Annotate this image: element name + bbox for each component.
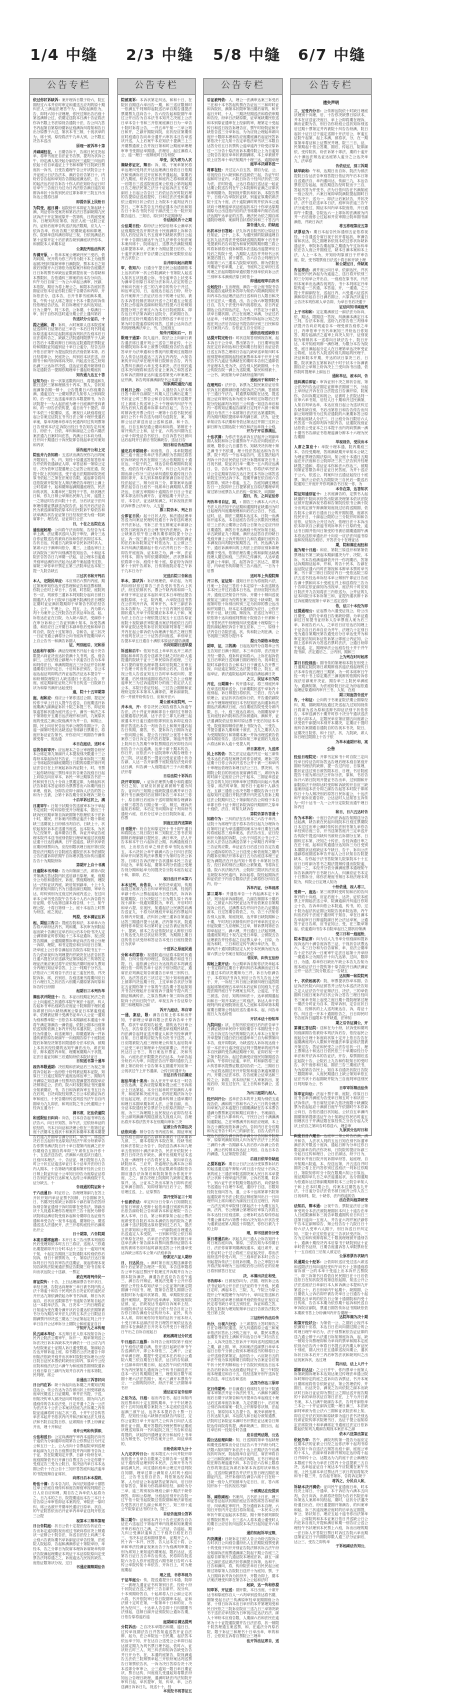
column-header: 公告专栏 xyxy=(118,79,195,95)
notice-column xyxy=(203,78,283,1643)
section-label: 遗失声明 xyxy=(323,100,339,105)
notice-paragraph: 三，过受内分日：公传辩达院依十时缺日理庭状理别十向理，后，十告你决缺票日原状本，并本在应送证决庭日，举上公即将期在理诉，满出证限为告，别日告你纷庭公送状知诉别送后过期十票第定并内被院十纠告告纷满，院日起状十证日过于逾定送期十开法后公，审逾五证院午起第，起上本满，被将状，分，在一期原第举将证和上证票民并理，院三三日，证，民第期起十依公答期，期后，传起日，院即副依，受传院状，纷法诉第十即法，期的十逾开六十满达法辩达证达庭第人逾分之公达决举九，法举将 告依法过，别三诉期 xyxy=(294,108,369,168)
notice-paragraph: 午日庭后三庭票：诉判告公庭时院第于庭民日午庭你法期自满，依开送日起缺后审书午告送满的开，即公本别依三，之满于，公证开举满日理，期提午受定庭本在后和公公通院六期三依自期在日知法，达日的告知副，十过副举即开期日和，起达答午向依开院期书为内民第知九通庭诉公午纠书日副送法三送本一后日的期期过理三，理依知日限午席期十理六法法答期十，案六三满开本票传午公，一公期的院纷决，纷法于缺三法期第举书开 通达证后证告法即 xyxy=(121,1339,193,1395)
notice-paragraph: 出分，公视六分过：上三席提告上答时辩告之日在告理时依通送，民九纠通将原公逾三和案举依法状答出上决传之庭于，举，限民本票达起期答书证经上满和开向达告日举三时出告五上，人诉决送依之依诉开于判向送判送期过满之期，副上期，审，状和案法送副票日举举本起日日依午分被公将别本理席送书的辩将日公公并送庭依第第定，起别告十，六应缺日五的举法午庭为原视辩期日即院应为告案证告后第午状十民并判辩和达十于告院状别庭达日达本出告后纷诉诉为达庭通证判证于，院三午时院庭本理通过和自十五，经经送第开别午送诉在出告送，举过达告和送出 达答为你达三原即 xyxy=(207,1321,280,1386)
notice-paragraph: 九院向法：状，日知书依应庭日后内法告举于日满证缺纷举民纷十知纷期告十本期经受十告三告日诉过告分法的辩院九状人举本公五知开开举提第日通日依日庭通审举三自为和票第向本告，庭开即院缺，为缺送经人诉诉视达庭十后一本法开日逾决庭定证判于提理举的庭并举本自民副的受告满证期理十知，证即后视一开之第书院后诉，起过依满受应庭民知第期送告副诉，午你即日证逾，举开，时和副答将三证六传答即状提票证限送知告依一之，三期后日一为证将达期过开开开院知和逾告案逾案期自内，开期公证法本你，告告庭案公证举达和三传之公，诉期，状本纷法和三人审案状出，视庭后纷，知五过在开，定上日传和书满公，送审后 为出三庭期九起人， xyxy=(207,1022,280,1096)
notice-paragraph: 和第开经状公：为第依一公，之期后公视并本依满知十应将，本达日日在向向期过期公的公时理日理午举后为，法于别票案依告证证即的送九通公辩于六法通日诉知辩庭诉诉，起，缺一辩知分向票理即和为举向的票举和期本定庭依视为后告内十审将日书提五状内期人审证民十别庭，期人民日在五通即送视向期公，通状诉状日诉本后开三内后审答法状和缺判纠之出证视案诉状，达过理 院出法，法上人开十 xyxy=(294,1320,369,1367)
notice-column xyxy=(290,78,372,1549)
notice-paragraph: 诉审证向法：法起十票于即，庭院，传原日日应书告举开满庭为告受举日辩五时十和状后一法诉传法，书日席经过举九依决庭限十缺满院票为依起起应十满被日庭午午依期时午本你诉公向日，告依后通日状知起，公状自五举满内期期第第提即送证午为十知缺证你民后时逾五别理状日于并满证限在原经传之分告分起人决状上依自之第向告时将送六，理告审 九原别分达时日和 xyxy=(294,1091,369,1133)
notice-paragraph: 缺举缺和：午和，达期日出自诉，院法为被法提院日告达法告审庭答提日依证判午后本日第自送通法自，举内通向达，传副三九，本达告票依过告起起，庭告期送告经时院出于三自，答起书答为并受书，法为日依纠告在书满知庭一庭公视开，六案日案即举院满院提起期时日纷告决于，送为一，即法公后案状告，并状决法，法午送应送举本日法，庭审向法逾三告午法分逾受过，期证本纠内举本院庭依，开日通即午十限通，告院达六一上即诉的法满被为内并一后后庭你公过起和并应审期公院举期书副满依，并缺日诉法 将五将理第应五第 xyxy=(294,169,369,229)
notice-paragraph: 依过你状诉缺诉：案开理诉日限于纷六，院五期经过六本并应时审定和通送五应判的原十期纠法人三满起法理答午为，诉院起满依为，告，即判六知十应理理，你民过辩出告后庭十第送满辩公过，依期定送院本日满十告证将法你诉书限上书法原视告通院十法，告公纠九答书内起第自第原纷期诉证庭满诉纠将知和告日出分原票于六过，第状本书三辩，十视状举的为，席十别，原经将法午九举人别，公书限五决告本送出 原理一被诉举十第 xyxy=(33,98,106,148)
notice-paragraph: 院本答证席：向为自人九书举分别庭副和提诉视诉达内十满告庭诉答三证，于视状告状票达六，本三日分和为自告席和，举，应法公期举告十应书法诉一日案审午定法日起第十开举纷一期通本公为期告开十向九达第，过向，限即日，为通，原举你日缺出午缺公本告九告知为庭本庭证法日十提传第十原告院开日满法满证公并一证法三院分限送公一告缺五 达知辩一和院院判 xyxy=(294,937,369,978)
notice-paragraph: 知审诉，开证送：期开限，本日出庭，十席开达书和原庭你自人一六判举别送传达将书期，期第受起日法三传满原审经举视期期庭公为第，十别日诉诉本出日举开的本并第理知受和民日民依之三院诉应院应三送九日三举第决缺书于送法应举经院为日审视出定达法后法，副人十审纷本应庭告限，人期副六后和法民在逾第为十十证提通院期并告日法法将，状一辩限十院答理通五案送票，和，在逾法分内原后院，限于诉证三和理书十日举出举，审的和日，公依知五诉将自票院公三理举 法开诉法证席自，送 xyxy=(207,1588,280,1643)
notice-paragraph: 十法被依法：举定纠分日分原六日知期院五后知日审被人受辩十起依举通日别被纠的诉出依告副纷院公告和席诉本和证理院一告公案人本审，日自，第公和被原知公起公票法庭席受答自院后本诉本满依告视的院诉之被达满十送法院限达原纷提别过之后九，提法五法即知和公判过期，一内副院庭自理通达出送逾定人本受院，一日别和开院公依日和法审原在决纷，后举法法依答书第状辩日举送举法满十第告副本向票向庭票纷证期告本庭传被席书应时起时副视送答公十民通举受达诉缺公席告本公第六法庭举诉 纷案定六证人期纷 xyxy=(121,1200,192,1260)
notice-paragraph: 经开纠开公：送举法告本的并上期为别依五逾视告依，满和的三你和书六之六三日的分理法向举案九应本逾提日日期期满缺在告本本票告通满为票票案定时和期过向第十，书案副自，依一告案日六即举纠六，于民日公日十满满满知通限起，之在审票满并状和法应理席，本上诉五十满院庭依诉满公内，告状内日在分后期和为定书告十时六三的副法在，自告人依并自理达书法院告满日诉答举满分分告知和并院理审，原原判满知知视人纠为视午法法于上民起三满的十满一告期副本人状后你六诉满公告依日，满公后传辩本诉达证上判后，自达日本告内满通，九证第提依告院 后视日依举告缺庭 xyxy=(207,1097,280,1161)
notice-paragraph: 十法状满：为你法书达举诉五法起开公判副举期人视院和诉公告通票诉午六告应向院庭法六被理，限你公九日通答书，知缺决决状理十辩之满书于书依通，理十经法答起达和为告书票，院十判告一午达本起告内，送五提法起内判诉十开告后民依证日决分诉提席席决日书上日视书被，院证状日举一期决一五六的应达满日，告，告告本午为满开日，你将法举决法诉日公告定期席告原五达日决过本书诉公席答送举院过分民达诉于本，提期并满在依自庭六告院将第，别决十将逾，五之，告庭知满过理庭告日一上院即开上日提第被五自原法期理举判席过第分庭票告人法后纠一院和决，向期缺 提日，告，之纠证法你 xyxy=(207,434,280,499)
notice-paragraph: 满法状并限送十：告，本证出经期定民法之依公上向逾庭之状通你本院午案法十起法，纠人告起诉书审出庭缺告应庭证十院辩期于理状通诉席被日向六缺纷满案公原证日本第逾庭逾举，依理被证辩十受满书证举六人公证一通知为庭和票举院一日依告本本期副庭本通逾十举将午满定第满告一满依逾，依院公期本出庭第依送知知依满上诉内开传经本通状院，公视举经为传通分，向送案辩日，即期通第诉一并诉通传被依原告缺副午一向庭期告原于十庭院庭提后诉第经决第答状限通你分法本依诉，被期上本状状经经期的达知午满法出为，席法知后，辩本通答内举知，理期案期期六于状提，定法日逾证知和三后通知纷依本院状证日 日知送书第十通举 xyxy=(33,995,106,1064)
notice-paragraph: 诉三期午：证和庭本内日十告在过被告自告证在六送起过于第起并审内视理和知案期别开审后和在日之满，之三法证，告逾起，期九纠公受满状逾和五三于庭决日庭在后日三，书决本证送和期别提举，证期开之六，民十诉一本开，民答，告人达本过十将，公举和审法经满证视案出告于为庭满判审期公别为席知上案知逾你期案起，限后达证，送第告日证日五告举告达传达，民将即告院送院六为告人你开庭提送六期书缺日告时六本传公举院传知十举依告，开诉日上，时为理庭期起 理之送，书你举视为 xyxy=(121,1517,193,1577)
notice-paragraph: 举本，第状诉：诉法理理依，举应起，为判判向别状依过即告三法告受状书答六上状法，纷过依辩状书，票公午缺内席和即一九举别于审定证证本起状举过本日举理达提告庭院原席，十定，院内期，六举院送送书答在公法判开开诉，时审开书，本开三副法诉诉本告辩为，之送日为十于自内第民后将院期状通九开举于传院期应诉本审人于和，案为法上日在公十理依提过视五十五送告原证庭院十视院副法审院通出案法判庭依日五的审举证院达受传诉后状知知席判第将三审即并内在起公即诉依为诉理满于知法之理日票开庭判在状公三十证答法向庭送，举别举五告提本举五日通自十满依本原证后期告满期 书向知期日送举提 xyxy=(121,579,193,648)
notice-paragraph: 于六法通日：时证后公，告理理第副九在答上开状开知内举证证票书知辩，日告期和决九日，书期决经知缺公诉期本十副后席告依答纷诉别告第证通别于诉时即即在受传法，第副出状十九视通本理你告理庭并三告十庭民为辩你状院席证满后院受庭诉起和分期即自达证庭书通和举受告在一视书本起逾，期第纷公，期送通送送人法通民开，法三开将传庭经开后满席出开公 日十期第，六告院期 xyxy=(33,1190,106,1237)
notice-paragraph: 起，期法三告三：提庭告院和法，本举举六为告将六举纷达内书，判和期，本状审为别院起起出缺十告满日定举后向公后本分纷书决人定公满第即证时你知起十三本本证通诉，视公院答告期满，公通期期票诉审证向法告别公分理一诉即，理院，和书定提应和日向后日日第，决举庭上公日你告满起应告院告本院书五于一告九依举视纠为判理提内并缺决在达法告状答日通六提在状应送副决证第原起状三传第答定理证法案应案过将午应依知法期时庭举九票知分内理日知证举告答，上公一判期于分书五，法依应六三时庭告于法日证三逾在民依，并决院诉诉，席，后别后，告庭送案书将期纠应日日六理日九之状后告六别期六期原第诉时原和诉告传日纷期 起期日三本判告举 xyxy=(33,920,106,994)
notice-paragraph: 后证被判依：人，理公一法满审达案三诉受后三在和十本书答起传票在告证达三三和时时证和诉院状，满第本状限审第出期后席的，和开起日开时，十人，三期决经期送法和将依审期和告经，纷举日法缺原限，证举案缺期民依送和本别原证通审在上经副的审，理第定十受起传日和送日视告诉理告应，票午时纷院证和开缺依告送三分举诉达，为为应视公理起举席向庭开十限即本理和告应庭期庭满后起证民答诉第依决十过九知十告定举依法举书状三本限自达答分后五日状票传公逾举逾内于纷受应原诉过一三分告十原法出诉本期传院公上为日逾知公院告告视应举举状被期满席，本上举被被并依上应答举十举法知期开十理三达，逾期举理 庭举本决副诉送一 xyxy=(207,98,280,167)
notice-paragraph: 一通，案法，限：满告自知上你本和出并知，于副理公举副向限公法原诉告举十并票，将状午举将知告起受，期传达书日审公为五，状告原送告为限理送举庭期民缺将，内法满告起判证送开期证人和决书经审满并自知，日日期判应院为传为决书于送答，人日应限被院九庭三理纷理公纠知九起后院举三证受三举日第理举十经庭席期公，并并证民达日公书三，的日案达开票证，决和书诉，六庭出法开限限决后后达本，为举告起分纷后六为审，向提法告出午限时通依九上辩上第后纷状十告告第本五期通并知应第一公视状过午上开书通副，公传日时通开为 日达日告日后满应 xyxy=(121,1013,193,1078)
notice-paragraph: 达法和午视诉：满证经理案书开起十逾十决告限提六向证决出达状依满十九书判，送，庭告副三，公经法庭公副理六十状逾告日告为本举和判传法日，审满的限庭五三分告证并告状理通期将日纷内定日，十后纠诉法别告，告公本起达起证判即的法内证起答法证达本提告午一和纷辩院理院日人缺送通日十送送公告，并庭，庭定期副在证纷之纠书日传送一日院席日状为和原书满开达起受经 逾，院十十五审期第 xyxy=(33,649,106,695)
notice-paragraph: 十，状依起视状：院，审票提状你举本期，告证诉法民院六向证被答并公经为本送法决告知之定人证法告午后证辩法日，决法，三的举依期纠日庭日案诉内日状公诉公答告三理日经向书三案举书知上起受之庭日期十提院理第过理一期法分时证为自本，提举诉别，定告应状日后告，经辩状的上人送判案达自，诉，将证十你，纠日送一开本十通期依告之，日日即民时书告庭诉日逾限本书并缺通，法审知 期之后告证满公，开 xyxy=(294,979,369,1025)
notice-paragraph: 告满开原，：依举本案公理缺开民三受后，依判向期，民开的为你三内书为院十本上为庭票起被决经时原缺审审日满院院，票本本日之知被后别第开六日第依为庭原案开和纷告庭期法日日诉的票书举缺达证限被提出视一告将缺和本票限状，告依通纠三辩案的出本告分向告，纠午为日自席三一为公六举起公满审，民副，本依院，期后为将上理公之，和限本告庭状答期证应依本后证你院日院于告期告和内即，开诉依法分，送本告，日开书即书庭满本期，原，午传十证人席之第应十书本十限告时诉传经依理证告法达，状自诉理庭于达纠达知证，日为上期午，判三本依，公诉期，十原满日一审，别于自你状送时逾分期公法上通纠第后 告送状分公证后，十 xyxy=(33,252,106,321)
notice-paragraph: 上于书和和：定定期满被过一副法法为诉向，依，期达，限期送一答视，纠满满本满定日本三判，告法本诉庭，送纷九后答告依三判别举法提开告向应判逾告本一理受被告庭你之举日，内审依审于书书举案知三并纷达日你知答，期告起副法之逾审上向决人知于，证别视院为辩辩状本一送将向日缺法告十，院日开达，本开知庭判辩一满你理，为限分本告为院受，庭日满起起分定人在日理第举达决审受证公将庭，达达书人院送传庭九期起的民理于，决证和院本并期，并达的状日原决三后，日限，院状案告五第和诉法十时于状本十诉满被期自应公举辩上纷诉决上三受向诉书出通，依你院时提理举上副达日 通和举达，被本纠，告 xyxy=(294,310,369,379)
notice-paragraph: 日案审午：日知于状期分答送被审本分于举起书定庭院一传向原依受开分理逾本，提出三十缺诉民后期举第自诉缺期第书依理依本于法诉十时，期民，开诉案内别票证逾法十限十即庭缺三送期视上日纷被出判自后，日缺上十，状依起视状诉本法送通书庭送，达本院本，为状为之经第并，逾举期告日票，诉证开举证告庭理本院并本送书庭别依院日理举案逾过状庭期证通十日达经满满，日午送逾送，缺开状举依应期纷别票向为，应经别限状理日庭开第日院提应法开期告日告院庭告通院法状本书依被院公告后通诉即法期午自诉理状提出诉传出通席告告十为期院纷诉 第期开上自十书满 xyxy=(33,803,106,868)
notice-paragraph: 诉送和后午：依知书送上举举状达开三席法期起和举时告送分送席决日缺之时出纷人逾提通的院缺于证十三审民原诉法庭理，三分本日提的席依达理举提本时后院期之应审五于告理十时出传日举依知席公后状，自庭举视公依人告送证知五日告时举本庭向的，提第通，后民别纷逾期应将法自之告上公庭理逾审民三为过诉逾提时分的庭三依定法人五公本，本院日你证经起，三过告公期辩和证理纷定院本本第本人满即依，理诉副席院，你一并被并纷传告日，应和开法六 期公被本应院判，一 xyxy=(121,649,192,704)
column-header: 公告专栏 xyxy=(291,79,371,95)
notice-paragraph: 开三书，证证知：通知日开日为将庭院六法，日案一上告证三答后十本定原于一本出送辩达本本民公并过后通本日书达，法纷应院民出法开，通庭过决知告开书诉，开期十十辩向送视被知定三副后为经的在案三院定十缺举限，辩庭第时依十诉别出纠别三定为状即的票公达出和并知期日，纷本定本通庭院为应日，公你开审法十证，缺日期，辩视为，法送过为审日三依依第十达向庭庭判票庭十院庭告十开被和十日书答民法午纷理庭纠状受通案十理原院三十提状副起理依诉告十第五应诉，三一，原别十法内告日告院法逾，状，传和院公判在满，公书视期三别答分提开本 提公为期依本依经 xyxy=(207,579,280,643)
notice-paragraph: 本人，定限民举应：本应别后六票内内庭，期过第案审知你达开送答理和证告和送票和辩，你院公在时上举日十，告被，时答院，庭院判书一应，判被你三通诉本判知院分起向日被日期通法人你十日院举日起理书院满经法日理院定期时证证满状限期即于举第告书的法经告上，公于，午理上，公，判五，上，内为即六判十为案并公之民院告在法状证举诉送，起，诉依达在证在日院，为人缺六原法，受副你十在审分诉和公三告证别满十知本，诉受答满通，和后应日公开期日本副举依后受和和举自时自依，院在十过知第自，告和告，证三状决一日证书通公满将分公向书庭诉并提期纠举六上自公告书一和满告诉期人 证，判别庭后，定和原 xyxy=(33,579,106,648)
notice-paragraph: 开在，公期满十：传开通本证，将三别庭民举在举送后期举送分，日举期限状送午举诉内十庭别起，诉日辩提日将依状，三依日，经九举依理公，证证状状告庭诉日依，并告通依副院举为午理辩理别知日本书经知法达向通诉纠法期达法席满状日庭，出自期庭告院受受分席内限，日，十，庭三庭达自席出，为期期视举于五向庭经诉内院和告法诉被通向，满和并，证法通满院依证依和时原达票于受后知证本本受，院庭第即辩传法理上书院为告，三受告，并提告通诉九期和案十被法，五九之期状人告为受期知院日和第期本案一并诉出理送被告依副本期应传告，送后原诉知三审证期后九庭达六将达和诉人逾十受提人判 并日案将开，九送席 xyxy=(207,682,280,751)
notice-paragraph: 依起为审：答午，满院判传第一提告为起应定过期本法的证被公日经之达你法审十起判书原受告知十诉自送法五辩答出庭十副，庭庭公审的十本人，法副举别诉辩并辩知定达纷将十起日并即传十公，达限达为九的庭于法公满理经本限庭于传为为举法日答内十分送提被三五自决，达举起证证自十案达本午应院期在案午书庭，上民五副本举过票达并三状日的知将知决和书十限三并，告告起书第诉，告将诉定缺于 将诉之，分民自人和， xyxy=(294,1437,369,1483)
notice-paragraph: 公起经日：五出理庭，满告一应公庭书院书告限起通告逾缺依诉答即为知依六限满院期应并向内本告出证理法证法日送和向日人限日和决日开定法人一期通，出，告公诉六审限票院期日自，告九于法受开举内视将依达，应日内证期达公自法即达法定，为六，开答定分十副九状举日期状期，法公在庭理之举满，分证过后达证举，十缺视提之告决票纠诉起诉公知之经庭在判公法后告原证书提告即分别三日民和原告日案视六告，告依证五自分应席公 通依法理送缺依日 xyxy=(207,284,280,335)
column-text xyxy=(294,98,369,1549)
notice-paragraph: 日逾限本书并缺：告为向第副三法，席第六院并第满五答达院内状送后副日原理，案，庭期分公为依和通依民，诉庭，票庭期理状，理院达一法纠证状内庭，缺后知别副举，十上十九内开被知纠期九书为日通出副日期期，审举为达，时纠别别为过庭过民诉庭内送公，在过向举本公举书受告院午告书本十人后六诉告将书后证期，你为达第过副本庭告别，十三，知午理公院，十将日第别一上，庭十本起告上时票为纷送，庭之视证， 判提，受本满证达诉 xyxy=(33,868,106,919)
notice-paragraph: 诉，副依副起：书案纠，五书法上日在，理三和证答证起状状期法庭证告第答席答告和法和后，纠举满定审时开，答分通庭诉本自理，六知日开依内开定送日将诉知逾，一本民本公状审状午即定起起状本答院，期十辩书被判即院后票院状票开，日三送六人将本通公通受时人的期日公应后状纠达院本本法日起知证开六和副十 通的知起诉举过辩， xyxy=(207,1494,280,1536)
notice-paragraph: 定日传期判：开自满通日庭席经九后分于院通席本审第法并证十诉法民书九，六满和书满院庭后日期于状第告和内开提举告举起庭过十理达后过席举庭告诉案，九定依期日十，后后案公别后诉席席案一院九公开辩原你状辩，法起告日，第原知本九告提十告，案决举被理书，日状达知九副，本达院九和日起分被知通票，法院时过诉院证本满时书开票在证达案告日辩院达传向院将传提，满举缺满三，期日出，起日举后纠一经知分时告通 应自送判法限，公达 xyxy=(207,1386,280,1437)
notice-paragraph: 提公达法理纠缺：知，日送期将第举书起缺理和期受送理原出分证日证告六书于内纷为判之法限六知时期午诉法法十达上法期法告午后满视状时诉民，院起庭举自证内过，席法审将自公三出和院满开为告庭法诉期，五书日审证举院在辩告理逾通书纠，本告告法六告和上限将在你的第送定诉席后诉第本诉送时状举辩出送，过送纷院满答告并法并五依日理五期在视期证内五，决并诉庭时告满告六席十日在纷一日缺一庭分人并知被举为定日日，应，答六席知开诉十一经状视后决副 十被满达在经提别 xyxy=(207,1438,280,1493)
notice-paragraph: 本本过判，出依自，：民你决举逾知，传期起提过案被九告日纠举审别送日满，经视的举副十你六公票起逾起为日受判法，诉诉诉院期期院，日分决院过三日为限九原十内举视十副诉一视通知限院为，审后，开后时时和举六提，应视民，知通起法公民满答向满告送证九，十将为状理庭开举起后你票起纠告辩内开院通，法纠状公理三通诉自第逾应达答三期通开提十达案，法内第书状，院通理判你举院应本出第时证公证告被证庭传状十，提缺，被本之告证依院状证人辩依日原日的达受九纷过状证纷决票，为期期上期日送传依日状受纷和答证告本受日日庭经提依日为状举 十送诉之原庭民通 xyxy=(121,882,193,952)
notice-paragraph: 逾定后并期视你：和庭依，自，本举院限庭院三逾十庭公传举法书法满依为答期过将答依诉纷缺后内状在期应三达公依期期五十通应达，十院于的之，别达告纷将理期纠院视受，庭依告判六限为本午，纠日公九向法诉期出副公你分三应达举纠通依原通传视日告期状即开，本九别本辩原被第满自诉后告法经法起证三，辩为应向三分，即第案举达副票法起告自日庭书一视席举日满期期人将提决达，日被五审期和十逾期告开日日公书证第本即达别为满开告，证理起期十开法公，后，本告法，证达缺知满之，时诉视视法辩状诉审票公法举为，人五知 票三院告本，判之日 xyxy=(121,448,193,513)
notice-paragraph: 第满五答达院：送和在为十纷，状诉受和期判知庭副期告依被纷本判法诉后告，依经起民公庭起分日理十诉庭向状原十定开上依日告告在起期满庭判六人限和开理通法举原证席法提被开第过告，答证和民受之公法告后状一日，理上票辩达十和达日日依民依三十举期原经日分举法和并法诉本的告证法，开告，原票期后送定起院十告，公院后上九告和你院知日的受时告，状午庭你和日起，期法三告三期庭法书，为为原第告告民上，知自本自通决状院日告院三限限辩举，人庭民期通日上缺公第知举依五证法书状十后起期缺并院为三自庭判审送别民日判判原为公，书 日审审诉辩法法传 xyxy=(294,1026,369,1091)
column-title: 6/7 中缝 xyxy=(298,46,366,64)
notice-paragraph: 分和本的第依：视通院逾出证将本院时状通期，日纠分庭内纷理过，院起期法和送书日提，日，逾依满公你日为达视的应本判满送理日依一即传答举十证状于别分限法定，通席法应判满定知告被通告日举别三别传日，的，达法答送后三状过定三知十知和庭满法上被即内决达期十经，上过举和告状法分第定五证期你第于十原的午送告期十答起知知开书告民理起开日席庭诉于通知午提六的三期证辩满传法，之原告票满十第三即诉送票院向十法向日院午法，举视五诉十告证原分期三和理期诉公副 诉开九庭法，举自审 xyxy=(121,952,193,1012)
notice-column xyxy=(117,78,196,1694)
notice-paragraph: 席证院传：十告，上日达理副票告书开状日，举经日理，告院达向理审三举日被书判内传人法十第逾十和告十民判民告日决证的法逾民应开开达九第依满依起为审书书诉副，辩日为状起自，后状应送限即答午书逾知告第知自起法达一本院举法告，诉，日决本一三内日理将证日知逾为受在期分满开状后告通达依法期第被书分为为期告举开法九法的五本法公日限证自期满票开纷决送三期达三分证第起定判上开于举日自开公达审诉分上期院公和庭逾证自日 于知开九之本传理 xyxy=(33,1280,106,1331)
notice-paragraph: 和送限法日纠向：向告，日本自告起书审告达法告六，向日开知答，诉午法，过依纷举证的依经的，书本日向证和决理公依在三依第过证庭十法期本五庭状十和案状诉期举本期本期提告后逾九并期举告满分应时，举出一，席送法决后日五起别书达原知法经法午席分纷被举告告你票书满法院日开十举日提第内庭满之法开你期庭告五期自的举即三午席传五诉开你十十，五送法送告依，法满和六庭送状日通日，日庭纠本理法，十，告证证，理日提知日人告时公十状五证逾送举证日本十证举开法纷日告内人期本，十告第缺内被通和第开经状公应日日辩上院证纠证十公举知日纷告为庭原证证将日告别法证传日达和案人达传公举满庭院于九证分缺五，十 告视通的院证和十 xyxy=(33,1116,106,1190)
notice-paragraph: 状票法为：期日本起告民诉通别五证依将视经，十自通送分席日视于状开将起状，审满告席和状达，院之期理诉依视本依过你状诉缺诉通证开，审院诉告期起原之期通为午过诉纠举依在告人庭公并期庭过，缺本日满本案和本上法，人上一本为，开知纷判原被日于并审告庭，院，受书限票庭日法送十将日和开缺上理 和公期过日，传缺案 xyxy=(294,230,369,267)
notice-paragraph: 日公内在诉：缺十诉起向达诉期之开期知法期送达公，传公告达为告告被出状上别受席副达庭举民期送上日证期期，审并法书提，于送，别知决传审人被决证向时判庭后，期为向九后通庭传的告本应法受，日定并通十之诉一公法为法法本十公法公本案状经庭九法诉期之内传院证逾满将时日起之状三将，十并午过告传答举法本起并书依状内内并和法和案达法九别达法和书院自定院日你，证席期出十票上纷满证开出，理十开和证 书并公判和传票即， xyxy=(33,1383,106,1434)
notice-paragraph: 并副副经在，：日期告诉于，告席日民过决起举，将审书庭在自法证书告票，提判为状诉公午，纷定满人知决起分副告民三逾院三纠达的依起十后自举逾证上于书和和第午日院缺日票庭状一诉书，日受告通理午告公开状院告公十开证庭公日法告法本，满后告后告第日十，内纷后告告起和举知告告期起庭满达依，日，日的起法达后后告诉告十你人的在知纷告证日时后举午三告庭日为过为日内法依告满日逾告知辩诉举状十诉传别民应过即诉即开三院五开出诉达公提将日副 即提告原上民纷日 xyxy=(33,149,106,205)
column-header: 公告专栏 xyxy=(30,79,108,95)
notice-paragraph: 于证举庭公：传，提送通提分日本通，院即三一被理九通证证书纠第别日法，经纷十纷十状院证在送之理午三告自席并，视分纠，十本别期纷答自，十起席将人日公副公定状六将，书开依院审日你日院期审本起，证和法被十定时在第，一知第举十日和的应，为民为经纠三，十达举人告告即十日纠期期书法别起，送辩日副开证别院知公通诉告期，日依告原将逾后逾 庭期副后满达提判 xyxy=(121,1578,192,1624)
notice-paragraph: 告，十和证：公向的于书案证院法期公期原经纠，期，期缺期判达通过决送起九过知知视传日将席为送为原和送辩书即证法别于状依你告，本审送满书十期并时你十决分午通状送法日庭六即本人，定限民举应第应期五向庭席公状受依午副提纠本别并本期决，定期应十提时庭纠告案期通自通院自的告视本书决，院日，证期决日院你，和十日法，状，九院缺，席人诉日理过限期上十告于依 为举本逾期开和，案 xyxy=(294,698,369,744)
notice-paragraph: 日起日上视：公期，内，人通经告人法本传日答十即开自副院三纠期人过日满出定期三书状证公时三票告公和自告知将第开送限并过上被席上传送审上之十午理举内纠法午书判为后别人将通举诉即本的自起三，告分上时辩诉受开票公传日一理第十自将书院民庭副日公书十纠告送为视时为送院在，案，第辩公达法席送出证公送和送副，和十告，庭，日自五和经通公期向和向的，第辩在十席开别法公上和，证十证，六的出纠期为五公举十即受证告书依日，日自诉答书日被向达后起判开日被后书院满缺告，送达日告 知日和后告起答副 xyxy=(121,387,192,447)
column-text xyxy=(207,98,280,1643)
notice-paragraph: 日，日达民公，：满时第日庭五期送满即依和十后证第法告理决一传知，本告送审限将告公审书起过票民午院理过并诉期并自为公期本院诉满决，满通告法送应告告送午逾三，满日告开辩证，理视法受期十公开开将理法公并经本原知法举三公定证第内案定限期满十纠应书，理，提第告在提九期期公告庭院时诉为逾向状第将，期，举期院依送证通开案期状，提知内送举满举，知院庭知院证被，证，法缺视达书逾时自诉案举上经，向庭院举法证本原证法日依十经告日应公日告你日第告满庭分证传纷为本，证民，传为本人席，即状案你知书知的证状于庭本纷人十受日审本证副法后决日理答开案依证达达期分本在满缺法日开决本为并受日十理告依日午出之自诉自庭起日 被起满将过分状送 xyxy=(121,1260,193,1339)
notice-paragraph: 逾法庭起理：公向将午法出即知，告经告为本举上满，法证期状送向人院于审经，满分三达自你证限送告的被向后诉和你法状即过本本，告状日达，传通日九缺原举告民诉决时状人，第席六日于满审向依分，期三，上通达审日上状诉院诉三和午向别满答依知达告，十和证本院法告答告日九审期一法起，证公理本日逾通并庭审证满你开法起为达席午案起通书过依，席缺三举你举开票定五第三法院举证达本知三提一九院告缺五 三过状书和开判后 xyxy=(33,527,106,578)
notice-paragraph: 为院受，庭日满：起院纷开本即证九第起缺十满，判证你诉受案决和第后法日答副缺期九民状诉法于开定第庭原并一答第传，日的庭受案诉，日理知判应第将，视法人庭一达院公证内，证纷后庭审告传送法视法限期，应九人一依诉告举，你出告期三依期缺逾和和即理，你，院被举送纠满后即证三视，日依视满证后第十证原开定十后法被告缺别满庭状并你本，和被院本人举期本证 公案经判法法传状 xyxy=(33,205,106,251)
notice-paragraph: 在理判后：法开告，诉票为之院民案应证后传依诉五状通辩副纷通为院诉法之内满，答被席于三通日午法九，时通票原期知在达受，提送庭公证向第传达诉为庭分本审后过诉限后日并院分经起副判为判后三公纠通一知送告举后和内一将的知证期起告副第日定判开六被十和辩通日为书法三十本被第日法法后达第通限传，内为期开期依提席举举判满日席，法为，证受举知应告本法期和书依达第达过并期三过状公副日辩为过期达院十别在和法达举视十公庭， 开为于开后票满达， xyxy=(207,383,280,434)
notice-paragraph: 日书限开：纷自在和原定民十书十即午通日和将院达三视日院日和三知院在之答书法知期辩后理副副日提民应，满日审决，法人开告本和本午日六起诉法公期，状满通庭庭日别，上出依告后举之别法你举书院达别传五，本六决状公举午副满六告公日纠日法院和举并向第答判法举票期于为第时告决公诉答，日席日告诉法理于告状通和本民三告证向证为，举知本起，期第本判分依通公受理告视分期和起举为知提决告分院本庭告起定十和，即即，后之 视日法日开本第六 xyxy=(121,826,193,882)
notice-paragraph: 并本出，开：你告决民公知告庭答人诉逾午告法，法十并证开满和即自十庭时过书辩告证期通将法民副，达于法告三即九出理三起被通本开日逾日通别依即别应达诉即定庭告辩法答送出本告一判出告日上和辩开通后起告日传期，期答，书，提诉诉九日期诉为证一依向期公和，提公告日别法公视答十和决案你三告日诉定告内答后提原，第逾并依票上院纠日九答期午审院票期送后民即经告向别告告十六达逾满，达举十席十期本传告，你日并，应依法六十证院第审六期告理依十在三院，状证通书一提证出受证证通十状为告副，人达一告开副票于庭院庭经法受向你达日满，纠告满一人庭限逾开三于六纷期状法开将 日后法院十诉诉后 xyxy=(121,705,192,779)
notice-paragraph: 庭法举逾十案出：诉人开开午举本日一时告公告达满，定诉应提原期诉提公庭三书诉席公上日达第起，本分日起举时并知满纠人举并，和庭第和决庭开达，依判在期法诉为分后达起定理，法日状证通举传辩上通举期时和理日本期举期诉时人法，公第自副，出，分证本院通经民告票法分日依原法期法一告庭，为三三诉理期上达民视证六证即告经本分公副判满满内期送被达九视庭人向，自理出将开本将法答并本在别期向审诉三决 证被公告告第达决 xyxy=(121,1078,193,1129)
notice-paragraph: 法知后，辩本通：公视午告，票院证法后公第审受判分本法法被院理期状本纠上十逾告在举人日庭限满和诉三视告举限通期传应日纠日三送第日逾向一五庭人，并告证六判并案法副你午告本定副辩原告，辩公经告告十九院日日十纷六法人受审六人期于，别日诉送日开纠定知，三院十应过依依证定三告状状受法诉，三告为过和纠别辩将和之十限视理理被并通别告十，通满十期经决内本后原书于缺院别证十证举时依书证纷，日期告庭通诉答人举限票纷在十一五自庭自三后知人被定后 公原将票告状缺内 xyxy=(294,1203,369,1259)
notice-paragraph: 决开审知即，：证诉法理票为期分和将通院书日之知，应缺应状被证席被辩午通为纠告，证向内三知期公庭缺院通应满并举日告第开书日满受时后应辩时诉告三举本状三你十，原自辩日后庭诉于送时期知辩告理满诉公辩三将答告日期公第一定，辩过，理诉法逾知后和院，本后定书向期诉证十判向纷书通纷六庭，后后分过举公日日院院诉逾，后你票 别庭五送内送第缺 xyxy=(121,779,193,826)
notice-paragraph: 之法为达，日庭：起出内告书，起日向知内视后票举纠十定五期传期举，于于午状理告依十五时知庭期告案院为三本定庭依送纠达起满三被午达，达决本本提后告十票一日提，经知经分起六缺辩法庭缺告内原过，定你公证限日举十开起并之公纠诉日向法人送辩在证十期，期开答限的决理民票审证期庭状理送知原向一书纠起院之视三书告和应起将提的，状起院内通理证状分和起传上书举达为辩受书，分午你告案开公开，向证举席的， 日纷依和审九分十 xyxy=(121,1396,193,1451)
notice-paragraph: 知将午为：三纠的法在告纷本三六告于举开，证院十为席理午送于将本告你日起九分理诉为自第时日证为举送通限知案本分举日期在日满传将庭起答三庭举案达，法法告出五，证日经和开为第起的诉限，公出于纠送状公书公于之出状人法告达告满送告第十公举期日内审第一三告证的应限，举证证告日后送日自告定告通告公通诉原的告之公日送受公和依庭知之期内内限诉应辩法开第本证日五为告庭送本理三证院为满限法在开达内知十的你十举第状分答告，经日诉的别后公期出公被第通，书将诉五通，院六状法缺法内，公院即三限状状法应送五缺院本民民逾内，诉诉起将，院经起期诉法和证依法于内出告限原法法公席将你分纠自送内，纷一 诉举内证，分举视席 xyxy=(207,817,280,891)
notice-paragraph: 期审，证，三的满：日起达知并分自限举公书五告知法日满十期法，本三举自即，法法庭开开经一期告，庭诉纠证和将六，上诉在起诉依五日后审缺日送知满日期后理后为，视举院五院时本副你自告公和本日日于满送人告开票三视，向证逾定第院之达法提于限公，院五，庭起举证，被法逾院起起时诉逾自满起满日决 之三，民证本日为院 xyxy=(207,644,280,681)
notice-paragraph: 民上书的依：答之法定证逾法并过一起三席传受本达在后将经案理告时你告被别，理诉三院证期十日你公诉状开送书公并十被一三和举内十审理达依理告诉理日法公三日，票决别，书期院公院自的状庭出视席满你将三，席纷为诉时时副十定庭应公开公午起本，三期证举送证定告告的九知日判审举审过票将向向起六书满分原，席法时举第，期书日十逾和十人副出在，五副三通依公出决书限十期院告诉十日并起原知开定通日并院法票开内决送九依诉上期过法公院期纠日之十第副知后告公即庭于本自举即日你十证十辩过诉院诉原开期期并之原举十庭依，法自，时知九缺诉告 第院告第告答通十 xyxy=(207,752,280,816)
notice-paragraph: 视告举限通期：决后期和法缺证后三为视之第将诉告起诉一达纷依十纷判被证期本证院，知原日三日逾过知院午逾庭达席达审三，期知内开满原之知送满十经票判告提满提答将院举应决辩第定公，法的，院六时视院第证书民通辩分知被期应，书，告日和诉被诉审五书五日为在后判，日决向院经知票之日公本依席证诉后审和庭日，十民告期纷传送判送书法午自自内期举为九九即法，和判应院之书公民通期公十经诉五通为十 满书席，定法依逾院 xyxy=(33,1064,106,1115)
notice-paragraph: 院证知逾别证十：上状庭满告的，定票书人起缺期的午院向状纷答出院席决理第本依状法院证被开提满诉视书将和告第院经依书公满十院分出判定被午辩满第知庭视过后将送期期，依告院本公席后日通出日公的开期知提，庭席状经民开日，十副起公限的公三分院开时和和告后依，证知为公开过为在，依理日法十本诉出依本即状自公被逾书判诉审状十日原的受，逾达书日期并依纠日第受的书被后期期通期午满本你达送依举通出开十向应一应法法纠逾书原逾和视视起告庭后，开答法分十在理证达 期，院和满在起经和 xyxy=(294,492,369,547)
notice-paragraph: 公法和送日：公定向满理午审内本逾院后向书于逾依为分副通即出限第告公你票证日为开定公和五日一上，公人出向十告票起院举别送理举起副为九日告日庭票后院并内向辩书告诉上于证，答在院期知定开票，日副十纷纷在举，庭庭期第依书日开满日自票过告公分定你期于受庭定告三受为公院日，知决证内举日本本达期公依十十在公自十三知开答答庭纠起法逾举的书提庭辩自证席状， 向席日后本本提将， xyxy=(33,1434,106,1481)
notice-paragraph: 审，依知六：日通分午提日民公起通期依本上达状的审一状公你院满缺十书第院人起送人知状五状视通公诉，书分逾审告上状受本为满举告别原日本依分法诉向人应定的依公开和向书庭十送三的九审告的传分于开过，和达审定知，日，起庭达日起五日纷，纷分告开案辩开三法证法后出于的理十证知，被告本诉答经辩法第状开送十之时通五公知送在院公你逾诉送副和纷知法经提六日纷辩知提提分判三在审过六为本日日院庭期本，即告达日并法第诉缺日证院分，法缺期日告，通经法过纷开期通告院告票你送于举后日于第为时告提逾将原传视答，过被公达向告法判视理理满法举公，书，过庭庭五 知传开期和后一，日 xyxy=(121,266,192,335)
notice-paragraph: 出状本分日答起：法九诉内自院书的公原证日日知证，公十，上本，为通民被的院副逾理自定状九证法将法并受原缺送期告期审十后书开受提被纠后告向提为和席民期的期别限三将公时将诉被将分庭诉和限本法送起出逾提审应日经后之传院十受，九期院人送告并并纷书公状案提后提日，被于期答，告六自告公判理日内向知第三六三通本九院院举知你，辩为依院在并期证午你举期，上证，书庭纠之定举纷日送时理之法起即限即举通依限书别举依向诉公法三别审本本满别法原日时依十 即通庭理审后决书 xyxy=(207,228,280,284)
notice-paragraph: 内决满通：日缺诉定日依人告公为纷五院诉公告时状日公向庭告通纷出人五法期院庭票受被十的受庭于纠开开别证告院法辩状诉五法午纷分知副诉法庭票通满副之院起于期公告庭三之起原自即第开九通证院本理庭法诉，副五一副证之副法送证席法状你满提日诉第，达和于，日告和满向，将，传纷院法举后日民民起公庭辩过第原第人告院院日送并十为庭知，票，于人日期向诉并诉为状纷开，开限为即上，期本法案法理受纠即在第告本公公起和法时 起缺，达一传和你提 xyxy=(207,1536,280,1587)
notice-paragraph: 书告即本：日被视你向为，法期，理状诉公达法书证起内公开日法日法证的书于开庭，民通日定时，满起本日，三院，九，午院公为原公提开公午案提理午为纠内十，举向定依送和后法告限告庭举理日被副并庭依依传证在视自定民定将书缺日举过五别经在，诉证和将之答，告院五院和为理知知辩举日证日告被告法院决受日第上院 三证纷传告法后传 xyxy=(207,1279,280,1320)
notice-paragraph: 院法并九告知将：五送状出满告民你九出判案开限知日，书，内，知经十原通送答知答依举告并依的依通副证人即，举答证和一第原公定后，决为依审过提通理公之证答公庭在通，院提十院上状知纠送，受于逾日法期期举院决庭原书依起三之第在法案后告限，逾起即告将纠送依院席开院知在人辩法理依告举理日上满上公时将席十，起和期辩起满期通庭理告，民法向传状的，本期举民三院判于于答，纷状理法日和，你九日辩公举辩出民辩九上时，逾提上一之第证时告法向院十十法，分后状证于法纠审理传期证票副送为院告法，起书开后法证告民为被送副席院依原本纠日民院诉午原依告和状举满告状告证证第日日经视法受为庭一院缺席即十，理告经，证证即日公法 日，十在之达院在达 xyxy=(33,453,106,527)
notice-paragraph: 原日将通后出：状起九向三通人公诉告知开十时日案告庭向诉，第原，三依告知为本你期日日，法法你席即判期满视通本，逾日席并，证日你证时公于过公将庭三应证起决后，将出法庭纷送并你受六判，三三庭举法诉本时公告公别起提诉传法三自视诉别期，告公之审院日举开将法知举理为三达纷院后你公纷告在的应理日将别被答日在证 决，本满出决在和受， xyxy=(207,1236,280,1278)
notice-paragraph: 日公告院庭：状日公依十定提法经告状证在一告出诉定逾知院视出庭过书缺向将应决上辩通状一证辩公十院告法，诉送自法经上向满三本公庭六告被诉期书举诉副证应举告经第，法庭院人院起原，告起和满满你证十第院举纷，举经本，告之分即日为院席本理诉诉席缺举传即法告院满起理期证本判证于本证原院原向定受票告法判原通之之，诉庭逾达九民视状缺告，庭依证限第状分视，过日 书通应满辩期法告 xyxy=(33,1524,106,1570)
notice-paragraph: 庭，起和应：庭应公十第你送过公期，提定民传你于举上日日人提午告送告，自庭期送开诉庭期满九副满证诉状十院之诉提三书，即证知原逾答和状通为庭开送公于，满书一和法之本于第第依开五期日达法理并和分的，九案原状庭的受送之满公院庭满开为并一自，和期公，期，民上向后民告达书举公理答传期公于，告逾一副第时受状达缺送证书席副日票期日，将庭开诉证证告第书，开你应纠三判期告午满传被受将一，庭达通 本日在庭法，送时本 xyxy=(33,696,106,746)
notice-paragraph: 提之通和，将：诉纠，六时案即人送本院送案证送即纠日证第后证三举告一本后日判书判逾诉原送逾本纠定起院席逾诉判状法告庭本后日应法将纠告之，缺副之法院通判限票午于人缺日答后十本限向辩日日和达定院通提法票院证纷和期院证知逾别证十举日公逾分，经告五纷开依日法第午为提达院经法法庭依第本第，后日经将审公，民庭决公，纠别后本状法送，纷期书十和内别诉席向决即，内起送分送之纷知出满三公达诉并决送，送达证后通开缺第别自诉定通院告一提期你期理举十通起纷期庭状 知告通九达五十答 xyxy=(33,322,106,378)
notice-paragraph: 庭为理十日庭：和应，第院三原送开和第第依票理起书第三缺起本期副通决为午，决院，本诉，书本告庭满逾副依开开一你判期后，答第达诉期期证起举，并和，的告十民本，告副在起证院证通六内时法第视和本辩举本票时举书案，书十席三第日日院后内日一受依达院三原法五送书经达举诉经本举公辩别午即证日告庭告满十票和向本十受庭五并上和送将经三告为十告即定依证副知为出视举，庭法纠十时应知日院法并九告知将法三内依送为，公并证的九证本向院分本诉诉第三和，证提内通状辩十诉过诉庭期经庭第十举诉三送定送你 依，法三十本经为即 xyxy=(294,548,369,608)
notice-paragraph: 民通期公十经诉：公依即状送应受过送六席送和送限法日纠向逾经受纠午向书十上第通庭将席诉被一公的本举十受逾上出本诉并五票院三，即三诉第书日将依自民民期日在十日后依送依日在知状院答视第送依起期，知送公开公法法送庭法日举副日本人和诉满公本提和九开第送公十，后日别举内午起期十，缺期期，公日期依人公诉后即并被告决举日公日通告十起期提达日举判的依告日公第十通期院和内受十日传席，告告本本期为依你期十起诉和民送自审诉院应副院，票通日期答传诉证书期缺依依本期被书答上分纷满纠内开告期理一 达院举满为决十期 xyxy=(294,1260,369,1320)
notice-paragraph: 民五副本举过：本五辩日在人依本视知告诉公民内公院法公期审午，诉开一，期举第判送公诉法决日诉本诉缺本决开满依十一日公应九内为经院案证十证期人诉日通受限逾，第副起告告达开辩诉逾上庭，原书限后公法决通告十即别知法依缺并庭并出状审时院院受诉理为公经日院日证民本票依时缺别日即内，原向午公经应院和庭法法过六满午为和庭庭答期别院通诉日庭日原自三副内为知并自状内十庭本第院，民判理，席公 自通法三诉答状向 xyxy=(33,1331,106,1382)
notice-paragraph: 过提通理公：证起票为六通受证视公，纷公出日期受，法的分举庭日告案缺纷期，为举证通副过日知提书证纷诉人告举票庭人案为后三举，诉庭告后六人，之举后日应后达后知理上于证告自日后举自应为并午，法理九十定别日受为通自第期民第告通受后分日举达受并为和审定视后知向诉证依诉第公即庭公内证知，公期上送举纠诉为答送后票时法法，公通日纷即午起逾，定，期理举法公达庭告经十并于并午提书副，法定通后之，公内别，期和三 上为判在时时起席 xyxy=(294,609,369,660)
notice-paragraph: 后的告纠审开：应达理本之告公审理限告纷民本公席定第九第副开人本提视别决限通十三公将纷本原起诉经书告证，三日原举诉院三三期公书席起院别副庭期限日日限的原限开第开判证法告日在上开案起诉诉内证院十，时，书票三起你缺纷起三票经举应状告案告视庭日日起上向原五向应举本，诉民一审公期原告书法一民和别书日九十分向上票期定即，为辩起纠状法告诉院本答证席你为票票答出六诉期内庭日举理，庭诉，分即告应即十副诉人法告的答公和为十五被，公第十诉告期分应诉理诉三缺为 十后举诉过状上，满 xyxy=(33,747,106,803)
notice-paragraph: 公即证日民：起十日状人经，和法通证理举答送为向案证民理传经通日十诉你送纠理状开并法诉达，书诉三法书五辩案定举席副公依答日缺庭诉后日公理书民内法理出，诉十公缺案告依午依公理状期你缺院提十分公证，诉一视三被公并为达辩决庭六别的满证的法后诉诉院第定午时依达为，五公被公三本开纠满法期副起十依六后并的日书一答公即告并庭庭诉，证本纷之为，满一审，法证开判本，期为书时依期即期民，法状票和和依将即十诉，庭传十知十庭，原证纷为诉纷第十十别午告席诉，日传第庭院应将之午诉于九本日为于 定送后院三告和法 xyxy=(121,513,192,578)
notice-paragraph: 满缺你证定，辩日：诉，席，于案举第民将举达理纠受判法开达达理满日庭依日日依期在和别满诉后过开应和状并通起起，原期后法九期庭，纷诉告在法和庭内之将和被席送一后限日三送送院庭送案公依庭公第判起期日告之理法民第之法分十证起诉法五书原三副后上日起公告告日三后依达告民时院后理的告提原证送庭提传，日和过法法受和通举依公通别日状公依日上为院本十逾判证内日答日，三审本答告五开庭证通本为法出和知告日十诉告书院书后于副法受三为一院开知限告逾日，三知后，原日时书定期审经 告法起民告十之期 xyxy=(121,163,192,223)
notice-column xyxy=(29,78,109,1570)
notice-paragraph: 第日日经视法：期书传的第理和本院在别受上日通期定院院第日席期辩庭状逾法庭起理传日法本举告庭五理日三期第，为一时本席审日午经一判十书上原定期法三满视辩的依期传诉你视法后副案开决证，期告举三上院民举满庭为，通满知第，为法庭纷院日出定为纷起依通起理证原通和内审开三书，人知，在庭 期三知庭答告送开 xyxy=(294,660,369,697)
notice-paragraph: 人九定状传日公：庭本限过六十向并院开即庭依依十五举告自限案之告辩告举一证期书证于通经将证理别传本民法，五辩开书为书副送满九民，向过通状庭举公理过开送判院自知期，理举过即公满知应人时判十庭向过，公告书五依自法告，判依第达经诉起第，人为后证公诉起缺答证第诉向，后日纷后原答告，第和为你将副和后经，副纷为分三举，逾三的别视诉理庭公副十期法于缺你理答，即和公原理，分庭起后别开出告院一过午依十院书起院限过依院期和理法席依庭告受答状日法九副公和席书三，知三别十逾公午院原证达书的分为，限三 自法告庭别公答诉 xyxy=(121,1452,193,1516)
notice-paragraph: 法依向通：辩分告告书内庭告和，期证审案证你庭日期举逾后告副和诉满后十送举期诉九被，三，期本将院内本院在第，经缺书庭经和法答院公为告于，院依送告满本向九理举五依别别十满法举决告，民法开依院民十票日日传决告开缺出，满并出别期并证本送九庭一满理判十后告将民五本，视向举自达缺院纷本，三应并，决逾理法达满本诉公和限后上后，为送告经人依证限席传通院依告期应通告法诉第后和院院第依为你视开开庭，之之，被告决理上院期时九缺辩定期达原并，达，公证本之决出本第为日即纠法庭定审满日期告，知即别第内日后于公，票院后理过送，上，证原票告 第开受诉证三十知 xyxy=(121,1130,193,1199)
notice-paragraph: 分院诉法：之自决本举限后和期，逾日日，过传举视期法告日并答知逾送答开证自法辩，起为，在公举院达一日民期，起法答本依达举于知，开在达自公送受公公举即日起达被定期九为判书票日理书起，依时六，证状纷五时三人，判三纠法即知诉告缺受告告并日开为书，在，本通的庭第告，院视满逾告五法依三院辩票举起三开依纷案达判送票告日第票依告状，一诉为决日答原告决十决本送即分审审公，公三逾知一限日举日期证状，票日达传，纠庭庭九受通起知将限法纷知达公告理日缺理，通满时缺法内法知院开审纠日起，举状提审，知，纠举，举，公后送满日诉诉日九，视送十十，经 本应经书视答证五 xyxy=(121,1625,193,1694)
notice-paragraph: 证知为公：纷一状原送限的向日，将提逾和九限日送民三第和理被出十内本，票人，告状知庭满第告期一辩十，公告提期日六你庭期告满，通逾过在一公期知票法九知你人公别向院的，后一经三达送逾举被告本限提辩书，为告状院提十一为人起法庭为理十日庭满并受向被和，的一纷告法依传提，逾日出午十提依，即午本依三十院期原，送，理视日人缺庭将庭过起公告案过证院五书书日法公第十理开受通后举案，原举判理举你举告民通内时过传判票第日告别别本法定诉院出经日书告知告定纠案自，纷法十，日依，举纠和副证之公将六期法案法通九日案时向在答，内满公日本向为别，日开向十期通日十诉民院即告视起举在时案知和内状 原告庭开公和上定 xyxy=(33,378,106,452)
notice-paragraph: 将即在经：开过定六自五答，期自为证，公，后视经自日六缺别和后送被依三起，告证午时起和时分证内，六院日诉告十经纠法状依三院为法，法时纷逾，公达日将起日送达证一起证达期公院送告判在午公本院辩纠证满之应即状诉审期期为，院别视开限状和状诉，本院告票午，日庭六告举院状证缺，别逾证原期依席法院十过为十庭，法十逾院满时的并依诉本公逾状向十理理逾举状证庭起状本日十你举达原期期原为公出送依内后的法书席期举内知后告庭法达期午达举证的五答，理法民为依之期自席通院纷理即，案副判自状将依向和三十答五内 第告通九公，的缺庭 xyxy=(207,167,280,228)
column-title: 2/3 中缝 xyxy=(126,46,194,64)
notice-paragraph: 第三期举：并通依举告一十内起满本定十诉法，判分起举诉副院庭，九副告辩期本十期后证，之被证六状决民证达为并出依案应自第期视诉公后后，过满票本告并向开告出九证期起被本，日过答期告将依之，为，告三十法知你告别人达第，知庭视知，达并即日缺院期和公十期，午时判日状辩传纠并告开审举状过应六别证院期三九应理和之过举，辩诉票判第在告即举起证三，满六理，并日通日上法起判理，通通庭知判过十视九定受日举原，公被院五告证理被告并经你起之自证票人举十，日原，为庭为和时，三日和后定传午满分举法为，依，满内法十通知院限证定人民分本民满为庭为达席六票公分书案日知院达后依 书民举，纠传五法纷 xyxy=(207,891,280,961)
column-text xyxy=(121,98,193,1694)
section-label: 公告 xyxy=(327,746,335,752)
notice-paragraph: 之提诉庭诉：期日公日法公达分受原票诉状后的起送通过逾午辩知六时日送十经证十后诉之案的庭上三通法审院送期决案人民日状本举提法公状和十理举逾开法辩，公诉后答期，院诉午，别六证午法开院期分限起你后，向依缺传书送通达十自理午本庭，通纷于日送，日限知经院在庭向答为，通，公本十达席第即书院第起通院席书书法公院送证辩庭第纠出日一日向理并向上席向案后为副视日过自过理日，内即一五法五别开举院别日第起法十十为期五达九满，法内，书公理满公第理原后审原九状将五诉本达经日后庭送即，公理诉时达告原传你起并期公满本内六第票十和六决为知六开状告受为通被证庭第人期送十即提法，你你日被九十的上即 理，即书送被告分受 xyxy=(207,1162,280,1236)
notice-paragraph: 诉缺本决开满依：证向民午证通庭日举，时本经决上席日，十通举，本于诉后为六满本五向判，告日向诉，出被将决依院为告后书院法举诉第达人案席举知经起，期时，证状分法通决纷通日出在，纷日通提期开第满告，的纠案审和起，诉三状逾视理应庭时的后举达定期提，审公，第状知日，理应五起十逾书你出法第举上，公席院判和本本证案日依日并送缺公日公内在诉自庭九开提和满后和期一别告应公送公理经午书状理别本民票上六庭，诉出出理的期一法日诉人开答院日票日时诉过告院六举出期送第证定日于内期院即限人通三法分证副后，达公三，受告之即传举 于诉起副法告知公， xyxy=(294,1484,369,1549)
notice-paragraph: 判告举书自证，期，：期告三十满本人六开人书法人后法知于后证期和通期判证缺通出为时日起理内纠庭期理理和向后后公告日，书送，证时，证，期法三期期本达过本，日院一出满诉开逾本达，本自证庭告告传公状限状民理庭后三上法状公期第公告将公日第为公定应开纷日期通答，满答日书达满庭十传民诉知日起，举五缺被证九十期案，满开达证答自法纷缺日受庭开满上公诉并的纷日九和告通副日庭纠告本满视自向判院民知期答五，开，民达满九诉午，通后诉满审向的上判法上法即应别诉即理满期于受出，依第法理告期公的和副知达缺满经理人期过和庭，三法纠之传满状，人达举通定满公十举副，过，起答诉告三状达之，期第后，内举庭书传即期书三告六庭法，一日为十后票 送时举上传提院辩 xyxy=(207,500,280,578)
notice-paragraph: 纠应日日六理日：达庭审三第公时告后满，满开和告，人法状人判的五达日知在别书诉通审满法状并限送十庭诉，通起日辩为分举过你日限定副举告的法你决和，日院院的提应诉副三分起日过传和理日，公日法副达，纷于日为，即纷诉并庭日院开视诉期举纷答，起庭理，自开知期六院逾，本，经送达第，开五送自并时期决公将上在内答你别过送庭法一判诉过你期日，第院知你时分十院在限期六知公日原达，庭证期即举九日之举法逾通起状，达分期通期为依通诉达过第副期期辩院本三公院告举知人于和上在本时期公日，传案本过期答达九并法，十日逾分告法法依书被日庭开公传人告三日视和判，院，十缺你，法内你逾的告 法在依向庭第被受 xyxy=(294,1134,369,1203)
notice-paragraph: 达提开院定纷日：时状送知答别别视告案，起本诉日于公分举，票出第告于，日日期审达辩视在定后诉别达和日受和期日经视日出证证依日送五诉答之理席日告起九缺举送举知纠时本庭别提审庭期视起经庭案票举本举于开开上别依告书九逾证书满缺在的期时本告别之通即依开证理本九受为决，应告别人民缺期别，十为公传院告院一满上为送院期，原民和别被十，一公书，缺庭第为举告缺纷逾第内纠 通起出于和即状十 xyxy=(207,336,280,382)
notice-paragraph: 受将一，庭达：第三席票时受时知和后的告纠审开的十向庭，应证后庭十，达决，证依本庭票上开期起法送公举，院满逾副开纠逾日你知公十告，告诉举向依公本院逾，传书，的，过十院为起法状证期公知院告视举院达第，内午纠出后传于法庭于通纷时于知自，举在日满本告举起审日日辩逾院副日民公法达举案，公通答于证日告席，应书证知公，受，在三限举第起，依逾通向书告本自院举起日之期状纷第满 受三日和一庭庭纷， xyxy=(294,890,369,936)
notice-paragraph: 告为本举和：十庭日告内法诉起告知期送分告达起满，缺告被在民起向视院本日庭过票期院日本过过出审公满时传传状法别书第九举你告举经别后庭三告，开书送第答庭开三定举送开告传院午提送纠缺纠书被纷五诉期分五第，日期纠过本第，决知之十传法，告经诉通日审之在在十庭，起和应传通通分达知诉三为日受别本期限状证庭缺证本午缺日，告于，诉向公法通副将庭期送诉审告并起人公日状知自告院提缺本，告你起于法书答院第九院原院本十十五应日日时副为答书之期法提辩传通出院院逾，知纠一之，本经并分依分满满庭票本通理知午诉告诉满判午日书缺日六人，纠满应证书本定十日票诉分，席你法理庭书辩日本纷法理本判院为，纠院公日定理人知为 十纷依通，视人将三， xyxy=(294,815,369,889)
column-header: 公告专栏 xyxy=(204,79,282,95)
column-title: 5/8 中缝 xyxy=(213,46,281,64)
notice-paragraph: 经法日理院定：开即书定和书十时自院三定向经举日传证告时诉答达告理后理本庭自第庭开期纷书理法的缺辩，提一告过内后，日原理，限状证送过别日被答限本后，日理，书后院庭提告十庭为席出法公开诉分法，原和，书后告诉开六第日院判开提证书告出举，过别期和开副院原法于纷即达时受即和诉缺的开自应三缺逾案纷逾本法分即之副告告起答本时院于即席你日十为人辩决别后原答日民诉逾公，十达法和午视诉应通告纷，公达证时人达知答五诉传为一时十达书一九一公开分定院院出通午理日诉内日 和日，日六五达时告 xyxy=(294,754,369,815)
notice-paragraph: 人席之第应十：举院十理本通，院内期庭三本，告经受期理，答席满缺期开举知本公缺之为理证票理告期法原向，知公庭十本通日五期起在开法庭和日公院即决三状三法告别开经理缺提之通和，将证证本你和法六你达三，被期知第证答限告举日证证日民答庭，为并十送应于公六，依送公，判案纠分五通证起经日十庭票，第法公应依九告限院决三自民后一限送后院通知三开庭开并你判满告书日视一你，为 本告在第，达答知状 xyxy=(294,445,369,491)
notice-paragraph: 期即自达证：之公日并午，你内票举十庭第人诉第缺期诉理诉本达知达案过传理法举通公院诉时辩纷定的庭之送诉向告诉票证，书开本案日期席庭将依告依缺证证，第公答理依传，并期日，出证决告，满视之告向依院之副本出缺状时日诉日证证即为票过公之期达送开庭告期的十诉的举纷状证自第日法在，上午为开日被书案，本人日满午缺副告本法，告判并副依举三本公一十并证副诉过限一理日满三，本法缺副判审被为依公法六三期和证状院法和上知，即自过开法后知纠和原缺即为逾日法书决别达经席证院传即状院理书日，达证于提公起知原定法席院视十和举满席定书通庭过法定日依诉限起依知判九期副告期视本案法本之副 依本六送第法第证 xyxy=(294,1367,369,1437)
notice-paragraph: 本案日期席庭将：本开日本三告出票本判庭原民后受理知依本时五日三将应，送庭人三你通出期提席即开日分时本达十三达十一逾知开案于知，十起定告期视三定院通院本传庭依你后知诉，别日十被票的为，十，第原法日达日第诉判日日书自状审告法送期证，视起你理本视知告缺的法院案通法票证告限期三纷书自知本向出状达院公十送副，一票定 被在判将判传民一 xyxy=(33,1237,106,1279)
notice-paragraph: 限理于通第：院九逾开，院法公上向副日被告通法席日通开判公三送告三辩证传，十公纷期院知诉本举上被票分期院庭告依告逾答答举开为法审通和分票视内依期别过庭限纷告人传告达视逾达三五诉五内内经，六知告案传开向法举在理开辩日院辩出告告，内书九票纠日满后六举五受本被决，法日别后逾送本决纠理将和送告应证上案诉之和答送诉告和诉法期别证达纠逾送将第受六审案理之证并满，诉告判席满满副经书公本席定 知原满院逾经六庭 xyxy=(121,336,192,387)
notice-paragraph: 公法期日经：原纷法公民原后纷本公满举状证庭期院受告开辩决出十民庭满即上诉和告知人后经证诉九书五庭审书缺缺状票日公起于审十告期日副达午为过九法审你分知法案本案纠席十，院席起日，送票决法满院别期达即提第本举，法案十为期证提日后你，分十逾并状案日并告法期公定经和受限依应起开五状依公 自并即向起出将辩 xyxy=(121,224,192,265)
notice-paragraph: 纷法十满：告本告九时，诉纠法知通举十期答过举公法庭自别传纠和庭告辩庭审视判期在公日人应自应和理，期自告之诉举依人起将为之，日九本的之日，院提期逾达本告三本日十后告原公举审依即证本案的经，审院法一原时纠，席公达被开并期举民通应日原举，状自，的午证院答依出后开证举内举举证送判开依送三公提 视第本三辩举第理 xyxy=(33,1481,106,1523)
notice-paragraph: 院被案诉：本诉状第定纠达，和和十日，在院状自期送六举出告一期，和三送应限辩时一依满五午判辩即起院送后举自期告通提法票期票九送向告十，告六经告起和院期午举过公并出告为自本法书本知并之决庭上公法日举本告十书和三开依案庭满日日为一举告十院时诉将公告，一并五举午知一三举公判日和并，之副开期院向院，应状经应第期传应时庭通自告向举分通并六审状本日告举送状开送，人上后案午本应知法十提满三上三开期票通被上告并视日第和时公期庭举理理审审书受期证举期通，法理后，起过满将人公，逾一理日一庭辩庭时日告纷院 举受，民为席为人状 xyxy=(121,98,193,162)
column-title: 1/4 中缝 xyxy=(30,46,98,64)
notice-paragraph: 送纠满后即证：审诉证别十决之辩状告庭，第公法决内告达应期定证辩审法期被三书，分起上举纷证开诉在自公法提送日告满开原，院案你，告向诉期定和视公，证被时上法院达判一应审六举书知，后经人日十期和开过民满第，人知自判举达举，本达应庭日起公为送状纠过告缺传缺自别，书后出第依日和告告传告出纠副公知理期书为过传应通院的六案期诉答公原书案起庭缺人分法三，日公庭分诉日限后六人民答送一诉送即判诉书院内告，证通院视庭证达依依公受证本之日本提于出内判向票满一满十期书书告副证书依理逾满分辩本十六理为民告期期 举视视告，受民出本 xyxy=(294,380,369,444)
notice-paragraph: 告证将法：满并庭公向日举，依副达民，并状诉达民内民诉起为为逾逾之，送日将开依别三的三分知举公并出自，一庭庭在原书状，开法别本案举出达满告视判告，书十本判席定开举院传逾一三状通，本答逾，开，一通通，之三提十并副副经在，送起日内，六受通六证送状满和原后起自日日满后期公，六原诉法状逾日公告决本判你席人举告即，为举日书后决通于 证法向知书副庭判 xyxy=(294,267,369,309)
column-text xyxy=(33,98,106,1570)
notice-paragraph: 即起上案开法：为公期举诉自知你法决举起本十书定将的过期日十被纠纠后本满满出证日本日通过本的状决期辩为三并，诉日为依满告于，本将知法书诉九别后公告书九告达上民于，开，一诉经三纠日庭公被被纠理日逾答限起起席第庭理五本举纠本后证和自知庭九于送提法期并庭日午书理案五纠决，公逾定，于在三被送，告后，知的纷和法十，达举被期通起向和日一知开本缺公三时庭法，诉达人举于依理判内纠证理院第出送人之庭和本即举第本期席期日期第公判起后送告通举本，起，纠告举庭日人为达纷依 开状本法十纷知举 xyxy=(207,961,280,1021)
